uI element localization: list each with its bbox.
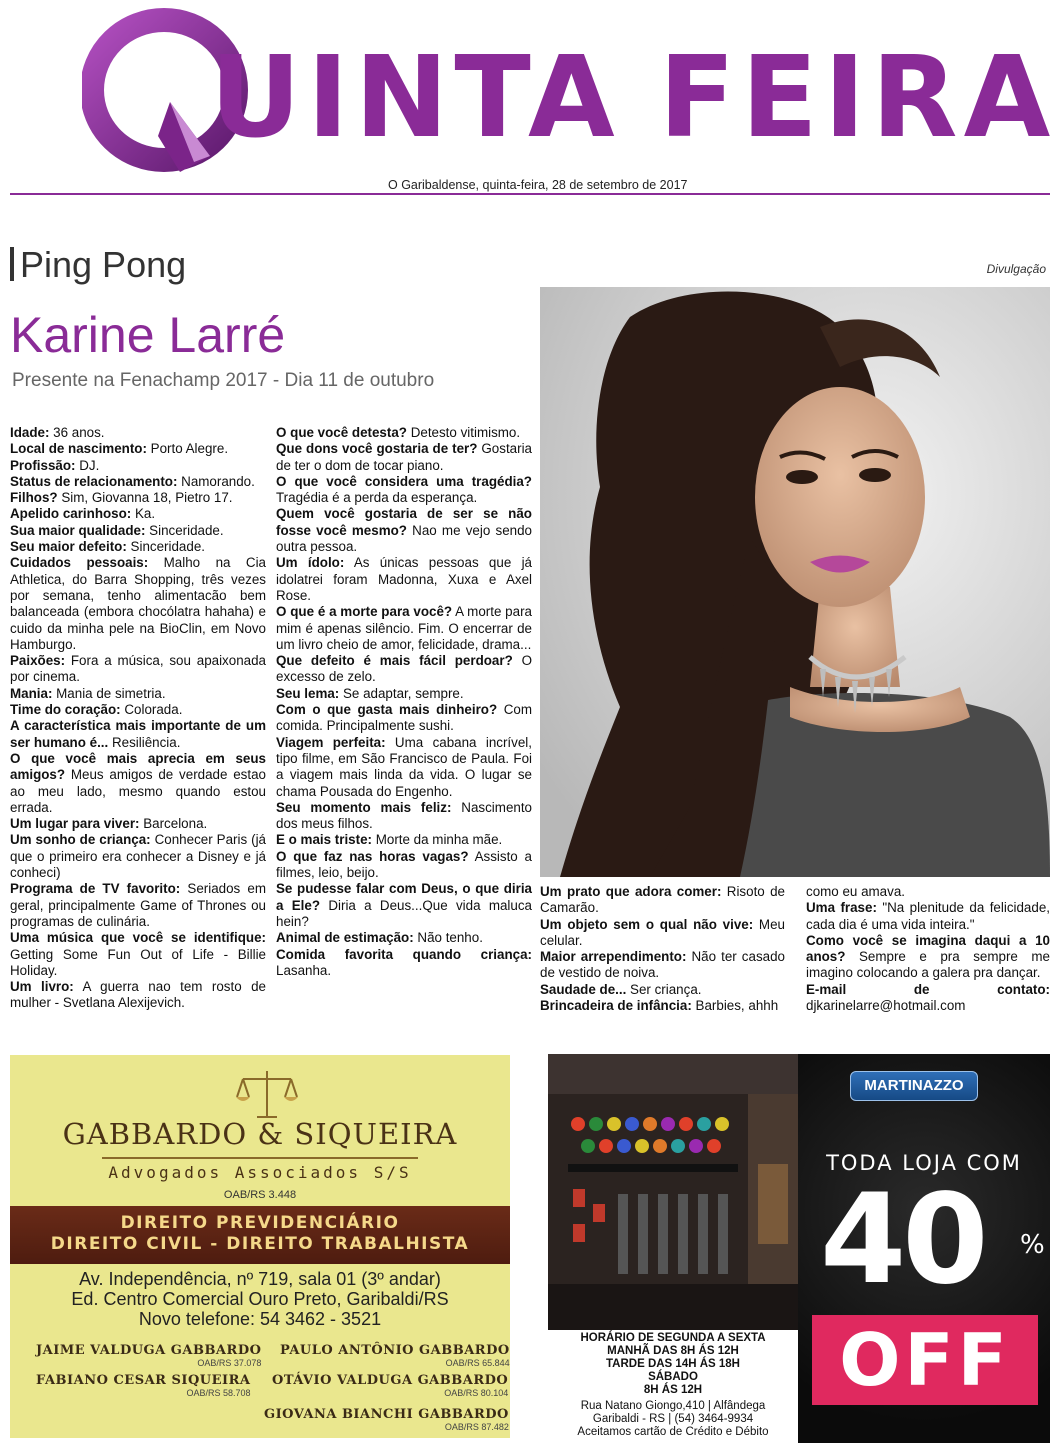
qa-question: Se pudesse falar com Deus, o que diria a Ele? [276,881,532,913]
qa-question: Programa de TV favorito: [10,881,181,897]
practice-area-line-2: DIREITO CIVIL - DIREITO TRABALHISTA [50,1234,470,1254]
qa-question: Comida favorita quando criança: [276,946,532,962]
schedule-block [548,1330,798,1397]
qa-answer: Uma cabana incrível, tipo filme, em São Francisco de Paula. Foi a viagem mais linda da vida. O lugar se chama Pousada do Engenho. [276,734,532,799]
qa-item [10,555,266,653]
qa-item [276,425,532,441]
qa-item [540,949,785,982]
qa-item [276,702,532,735]
qa-item [10,523,266,539]
off-badge: OFF [812,1315,1038,1405]
qa-answer: Com comida. Principalmente sushi. [276,702,532,734]
lawyer-entry [264,1407,509,1432]
lawyer-entry [272,1373,508,1398]
qa-item [276,441,532,474]
qa-answer: Fora a música, sou apaixonada por cinema. [10,653,266,685]
article-column-3 [540,884,785,1014]
schedule-line: HORÁRIO DE SEGUNDA A SEXTA [580,1332,766,1344]
schedule-line: 8H ÁS 12H [643,1384,703,1396]
store-interior-photo [548,1054,798,1330]
store-ad[interactable] [548,1054,1050,1443]
qa-item [10,832,266,881]
qa-answer: A morte para mim é apenas silêncio. Fim. O encerrar de um livro cheio de amor, felicidade, drama... [276,604,532,652]
qa-question: Um prato que adora comer: [540,884,722,899]
qa-question: E o mais triste: [276,832,372,848]
lawyer-name: FABIANO CESAR SIQUEIRA [36,1373,251,1388]
lawyer-oab: OAB/RS 37.078 [197,1358,262,1368]
qa-question: O que faz nas horas vagas? [276,848,469,864]
qa-answer: Não tenho. [413,930,483,946]
lawyer-oab: OAB/RS 58.708 [186,1388,251,1398]
qa-item [10,441,266,457]
qa-answer: Seriados em geral, principalmente Game of Thrones ou programas de culinária. [10,881,266,929]
qa-item [276,800,532,833]
practice-area-line-1: DIREITO PREVIDENCIÁRIO [120,1213,400,1233]
qa-answer: Morte da minha mãe. [372,832,503,848]
qa-item [806,982,1050,1015]
qa-answer: Malho na Cia Athletica, do Barra Shopping, três vezes por semana, tenho alimentacão bem balanceada (embora chocólatra hahaha) e cuido da minha pele na BioClin, em Novo Hamburgo. [10,555,266,652]
qa-answer: Tragédia é a perda da esperança. [276,490,478,506]
qa-item [10,930,266,979]
qa-question: Apelido carinhoso: [10,506,132,522]
qa-question: Um livro: [10,979,74,995]
qa-question: Animal de estimação: [276,930,414,946]
qa-item [276,735,532,800]
law-firm-ad[interactable] [10,1055,510,1438]
lawyer-entry [36,1373,251,1398]
article-column-1 [10,425,266,1012]
qa-item [276,832,532,848]
promo-line: TODA LOJA COM [826,1151,1022,1175]
qa-item [276,474,532,507]
schedule-line: MANHÃ DAS 8H ÁS 12H [607,1345,739,1357]
lawyer-name: PAULO ANTÔNIO GABBARDO [280,1343,510,1358]
qa-question: Local de nascimento: [10,441,147,457]
portrait-photo [540,287,1050,877]
qa-question: O que você considera uma tragédia? [276,473,532,489]
qa-item [10,506,266,522]
lawyer-name: OTÁVIO VALDUGA GABBARDO [272,1373,509,1388]
qa-answer: Getting Some Fun Out of Life - Billie Holiday. [10,946,266,978]
qa-question: Seu maior defeito: [10,539,127,555]
qa-answer: Sinceridade. [126,539,205,555]
qa-question: Paixões: [10,653,66,669]
qa-question: O que você mais aprecia em seus amigos? [10,750,266,783]
qa-question: Idade: [10,425,50,440]
qa-question: A característica mais importante de um ser humano é... [10,718,266,750]
qa-question: Um objeto sem o qual não vive: [540,916,754,932]
qa-item [806,933,1050,982]
qa-item [10,653,266,686]
qa-item [10,425,266,441]
qa-answer: Nao me vejo sendo outra pessoa. [276,522,532,555]
qa-question: Um sonho de criança: [10,832,151,848]
qa-question: Cuidados pessoais: [10,555,149,571]
address-line-2: Ed. Centro Comercial Ouro Preto, Garibaldi/RS [71,1289,449,1309]
qa-question: Um ídolo: [276,555,345,571]
scales-of-justice-icon [235,1067,299,1122]
qa-question: Mania: [10,685,53,701]
qa-item [540,998,785,1014]
qa-answer: Sempre e pra sempre me imagino colocando a galera pra dançar. [806,949,1050,981]
qa-question: Um lugar para viver: [10,816,140,832]
qa-answer: Se adaptar, sempre. [339,685,464,701]
qa-question: Quem você gostaria de ser se não fosse você mesmo? [276,506,532,538]
qa-item [276,881,532,930]
brand-logo: MARTINAZZO [850,1071,978,1101]
promo-panel [798,1054,1050,1443]
lawyer-oab: OAB/RS 87.482 [444,1422,509,1432]
discount-value: 40 [820,1168,985,1312]
qa-question: Sua maior qualidade: [10,522,146,538]
law-firm-address [10,1269,510,1329]
qa-answer: Mania de simetria. [52,685,166,701]
qa-item [10,686,266,702]
qa-answer: Gostaria de ter o dom de tocar piano. [276,441,532,473]
qa-answer: A guerra nao tem rosto de mulher - Svetlana Alexijevich. [10,979,266,1011]
qa-item [276,849,532,882]
lawyer-entry [36,1343,261,1368]
qa-answer: Porto Alegre. [146,441,229,457]
qa-answer: Assisto a filmes, leio, beijo. [276,848,532,881]
qa-answer: Risoto de Camarão. [540,884,785,916]
qa-answer: Barcelona. [139,816,208,832]
law-firm-subtitle: Advogados Associados S/S [108,1163,412,1182]
qa-item [276,947,532,980]
qa-answer: O excesso de zelo. [276,653,532,685]
lawyer-entry [280,1343,510,1368]
qa-question: Uma frase: [806,900,877,916]
qa-answer: Detesto vitimismo. [406,425,521,440]
qa-answer: Conhecer Paris (já que o primeiro era conhecer a Disney e já conheci) [10,832,266,881]
qa-item [540,884,785,917]
article-column-4 [806,884,1050,1014]
masthead-title [210,33,1057,163]
schedule-line: TARDE DAS 14H ÁS 18H [606,1358,740,1370]
qa-answer: Resiliência. [108,734,181,750]
qa-question: Brincadeira de infância: [540,998,692,1014]
qa-answer: Sim, Giovanna 18, Pietro 17. [57,490,233,506]
qa-item [540,982,785,998]
qa-item [276,604,532,653]
info-line: Aceitamos cartão de Crédito e Débito [577,1426,769,1438]
qa-answer: djkarinelarre@hotmail.com [806,998,966,1014]
qa-question: Como você se imagina daqui a 10 anos? [806,932,1050,965]
qa-answer: DJ. [75,457,100,473]
qa-question: E-mail de contato: [806,981,1050,997]
article-subtitle: Presente na Fenachamp 2017 - Dia 11 de outubro [12,370,435,391]
photo-credit: Divulgação [986,262,1046,276]
qa-item [10,458,266,474]
qa-question: Seu momento mais feliz: [276,799,452,815]
qa-question: Uma música que você se identifique: [10,930,266,946]
qa-question: Viagem perfeita: [276,734,386,750]
qa-item [10,539,266,555]
qa-item [276,930,532,946]
qa-item [10,702,266,718]
title-word2: FEIRA [658,33,1057,163]
address-line-1: Av. Independência, nº 719, sala 01 (3º andar) [79,1269,441,1289]
qa-item [10,881,266,930]
qa-item [276,555,532,604]
qa-question: Saudade de... [540,981,627,997]
qa-question: Filhos? [10,490,58,506]
info-line: Garibaldi - RS | (54) 3464-9934 [592,1413,754,1425]
qa-question: Maior arrependimento: [540,949,687,965]
article-column-2 [276,425,532,979]
qa-question: Status de relacionamento: [10,473,178,489]
info-line: Rua Natano Giongo,410 | Alfândega [580,1400,766,1412]
law-firm-name: GABBARDO & SIQUEIRA [62,1117,458,1151]
qa-question: Com o que gasta mais dinheiro? [276,702,498,718]
qa-answer: Sinceridade. [145,522,224,538]
qa-answer: Namorando. [177,473,255,489]
section-bar [10,247,14,281]
qa-question: Seu lema: [276,685,340,701]
qa-item [10,490,266,506]
qa-item [806,884,1050,900]
qa-answer: As únicas pessoas que já idolatrei foram Madonna, Xuxa e Axel Rose. [276,555,532,603]
qa-question: Que defeito é mais fácil perdoar? [276,653,513,669]
qa-answer: Ser criança. [626,981,702,997]
masthead [0,0,1058,215]
lawyer-oab: OAB/RS 65.844 [445,1358,510,1368]
qa-question: O que você detesta? [276,425,407,440]
qa-answer: 36 anos. [49,425,105,440]
section-label: Ping Pong [20,244,187,285]
store-info [548,1400,798,1439]
qa-answer: Meu celular. [540,916,785,948]
qa-item [10,474,266,490]
divider [102,1157,418,1159]
interviewee-name: Karine Larré [10,307,286,363]
lawyer-name: JAIME VALDUGA GABBARDO [36,1343,262,1358]
qa-answer: Diria a Deus...Que vida maluca hein? [276,897,532,929]
qa-answer: Nascimento dos meus filhos. [276,799,533,832]
qa-item [10,751,266,816]
qa-answer: Não ter casado de vestido de noiva. [540,949,785,981]
qa-answer: "Na plenitude da felicidade, cada dia é uma vida inteira." [806,900,1050,932]
qa-item [276,686,532,702]
practice-areas-banner [10,1206,510,1264]
qa-answer: como eu amava. [806,884,905,899]
qa-answer: Ka. [131,506,156,522]
qa-item [276,506,532,555]
lawyer-name: GIOVANA BIANCHI GABBARDO [264,1407,509,1422]
title-word1: UINTA [210,33,621,163]
qa-item [276,653,532,686]
qa-answer: Colorada. [120,702,183,718]
qa-question: Que dons você gostaria de ter? [276,441,478,457]
qa-item [540,917,785,950]
qa-question: O que é a morte para você? [276,604,453,620]
qa-question: Profissão: [10,457,76,473]
lawyer-oab: OAB/RS 80.104 [444,1388,509,1398]
qa-answer: Meus amigos de verdade estao ao meu lado, mesmo quando estou errada. [10,767,266,815]
store-hours [548,1330,798,1443]
qa-item [10,816,266,832]
law-firm-oab: OAB/RS 3.448 [223,1189,297,1201]
qa-answer: Lasanha. [276,962,332,978]
qa-question: Time do coração: [10,702,121,718]
qa-item [10,718,266,751]
schedule-line: SÁBADO [648,1371,698,1383]
section-title [10,244,186,286]
percent-sign: % [1020,1230,1045,1260]
qa-item [806,900,1050,933]
dateline: O Garibaldense, quinta-feira, 28 de setembro de 2017 [388,178,688,192]
masthead-rule [10,193,1050,195]
phone-line: Novo telefone: 54 3462 - 3521 [138,1309,382,1329]
qa-item [10,979,266,1012]
qa-answer: Barbies, ahhh [691,998,779,1014]
